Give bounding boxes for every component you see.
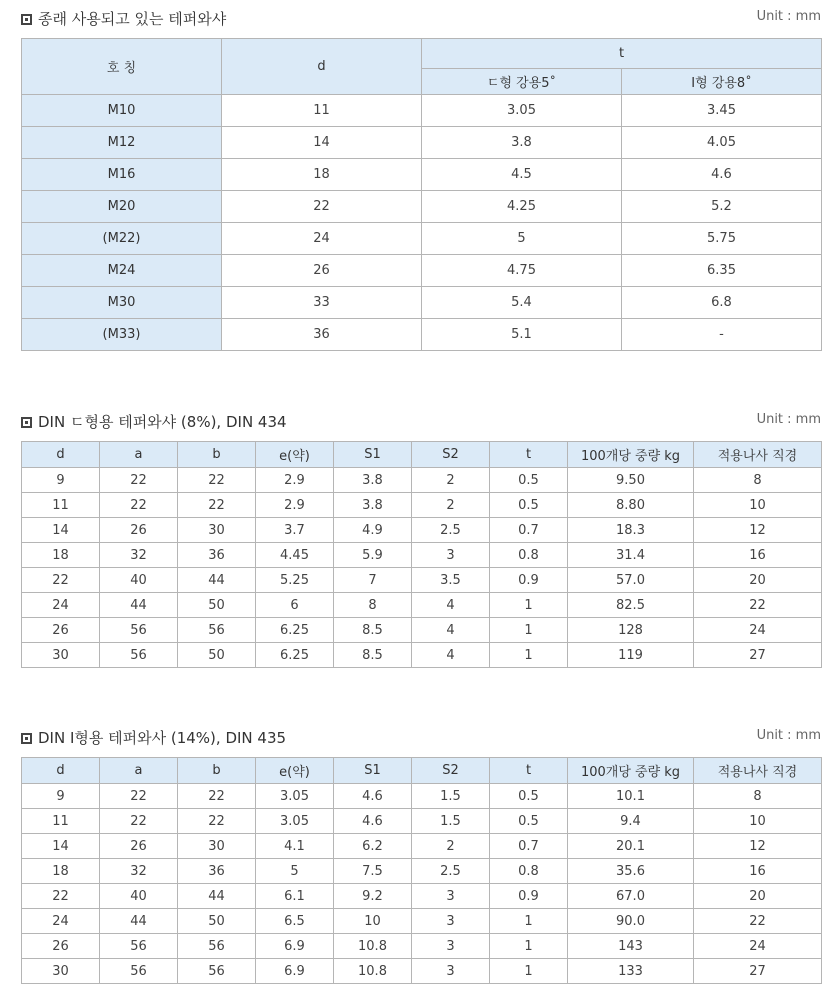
table-cell: 16 [694, 543, 822, 568]
table-row [22, 518, 822, 543]
table-cell: 22 [100, 468, 178, 493]
table-cell: 8 [334, 593, 412, 618]
table-cell: 5.25 [256, 568, 334, 593]
table-cell: 22 [178, 809, 256, 834]
table-cell: 44 [178, 884, 256, 909]
table-cell: 4 [412, 593, 490, 618]
table-cell: 26 [22, 618, 100, 643]
table-cell: 2.5 [412, 859, 490, 884]
table-cell: 0.9 [490, 568, 568, 593]
table-cell: 4.45 [256, 543, 334, 568]
table-cell: 5 [256, 859, 334, 884]
table-cell: 4.1 [256, 834, 334, 859]
table-row [22, 319, 822, 351]
table-row [22, 568, 822, 593]
table-cell: M30 [22, 287, 222, 319]
table-cell: 18 [22, 859, 100, 884]
section-din-434 [21, 411, 821, 668]
column-header: t [490, 442, 568, 468]
table-cell: 27 [694, 959, 822, 984]
table-cell: 14 [22, 518, 100, 543]
table-cell: 18 [22, 543, 100, 568]
table-cell: 6.8 [622, 287, 822, 319]
table-cell: 3.05 [422, 95, 622, 127]
header-d: d [222, 39, 422, 95]
table-cell: 0.7 [490, 518, 568, 543]
table-cell: 33 [222, 287, 422, 319]
table-cell: 56 [178, 618, 256, 643]
table-cell: 1 [490, 934, 568, 959]
header-row [22, 758, 822, 784]
unit-label: Unit : mm [756, 412, 821, 427]
table-cell: 36 [178, 859, 256, 884]
table-row [22, 784, 822, 809]
column-header: b [178, 758, 256, 784]
table-cell: 22 [100, 493, 178, 518]
table-cell: 2.5 [412, 518, 490, 543]
table-cell: 22 [694, 593, 822, 618]
table-cell: 36 [222, 319, 422, 351]
table-cell: 11 [22, 809, 100, 834]
table-cell: 9.4 [568, 809, 694, 834]
table-cell: 22 [178, 468, 256, 493]
table-cell: 5.9 [334, 543, 412, 568]
table-cell: 12 [694, 834, 822, 859]
table-cell: 133 [568, 959, 694, 984]
table-cell: 4 [412, 643, 490, 668]
table-cell: 9.2 [334, 884, 412, 909]
section-header [21, 8, 821, 28]
table-row [22, 809, 822, 834]
table-row [22, 127, 822, 159]
table-cell: 6.9 [256, 959, 334, 984]
table-cell: 10.8 [334, 959, 412, 984]
table-cell: 1 [490, 593, 568, 618]
table-cell: 3.8 [334, 468, 412, 493]
table-cell: 56 [100, 618, 178, 643]
table-cell: 9 [22, 468, 100, 493]
table-cell: 4.6 [622, 159, 822, 191]
table-cell: 22 [178, 784, 256, 809]
table-cell: 56 [100, 959, 178, 984]
table-cell: 24 [694, 618, 822, 643]
header-t-channel: ㄷ형 강용5˚ [422, 69, 622, 95]
table-cell: 27 [694, 643, 822, 668]
table-cell: 3 [412, 959, 490, 984]
table-row [22, 959, 822, 984]
table-cell: 24 [222, 223, 422, 255]
table-cell: 6.1 [256, 884, 334, 909]
table-row [22, 909, 822, 934]
table-cell: 6.5 [256, 909, 334, 934]
table-cell: 6.2 [334, 834, 412, 859]
table-cell: 3 [412, 909, 490, 934]
table-cell: 3.05 [256, 809, 334, 834]
table-row [22, 468, 822, 493]
table-cell: 24 [22, 909, 100, 934]
column-header: S1 [334, 758, 412, 784]
column-header: 100개당 중량 kg [568, 758, 694, 784]
table-cell: 6.35 [622, 255, 822, 287]
square-bullet-icon [21, 733, 32, 744]
table-cell: 0.5 [490, 468, 568, 493]
table-row [22, 543, 822, 568]
section-tapered-washer-conventional [21, 8, 821, 351]
table-cell: 3 [412, 934, 490, 959]
table-cell: M24 [22, 255, 222, 287]
table-cell: 128 [568, 618, 694, 643]
table-row [22, 618, 822, 643]
square-bullet-icon [21, 14, 32, 25]
table-cell: 31.4 [568, 543, 694, 568]
table-cell: M16 [22, 159, 222, 191]
section-title: DIN I형용 테퍼와사 (14%), DIN 435 [21, 727, 286, 748]
table-cell: 7.5 [334, 859, 412, 884]
table-cell: 3.45 [622, 95, 822, 127]
table-cell: (M22) [22, 223, 222, 255]
table-cell: 8.5 [334, 618, 412, 643]
table-row [22, 287, 822, 319]
table-row [22, 223, 822, 255]
table-cell: 20.1 [568, 834, 694, 859]
header-t-ibeam: I형 강용8˚ [622, 69, 822, 95]
spec-table [21, 757, 822, 984]
table-cell: 56 [178, 959, 256, 984]
table-cell: 4.9 [334, 518, 412, 543]
column-header: a [100, 442, 178, 468]
table-cell: 5.75 [622, 223, 822, 255]
table-cell: 30 [178, 834, 256, 859]
table-cell: 30 [178, 518, 256, 543]
table-cell: 57.0 [568, 568, 694, 593]
table-row [22, 159, 822, 191]
table-cell: 22 [222, 191, 422, 223]
spec-table [21, 441, 822, 668]
table-cell: 26 [100, 518, 178, 543]
column-header: 적용나사 직경 [694, 758, 822, 784]
table-cell: 2 [412, 468, 490, 493]
table-cell: 40 [100, 884, 178, 909]
table-cell: 22 [694, 909, 822, 934]
header-t: t [422, 39, 822, 69]
table-cell: 4.25 [422, 191, 622, 223]
table-cell: 5.1 [422, 319, 622, 351]
table-cell: 8.80 [568, 493, 694, 518]
table-body [22, 95, 822, 351]
table-body [22, 784, 822, 984]
table-cell: 6 [256, 593, 334, 618]
table-row [22, 191, 822, 223]
table-cell: 22 [100, 809, 178, 834]
table-cell: 0.9 [490, 884, 568, 909]
table-cell: 5.4 [422, 287, 622, 319]
table-cell: 4.75 [422, 255, 622, 287]
column-header: t [490, 758, 568, 784]
table-cell: M20 [22, 191, 222, 223]
column-header: S2 [412, 442, 490, 468]
table-cell: 50 [178, 593, 256, 618]
table-cell: 56 [178, 934, 256, 959]
table-cell: 1 [490, 643, 568, 668]
table-cell: 14 [222, 127, 422, 159]
table-cell: 10 [694, 493, 822, 518]
table-cell: 22 [100, 784, 178, 809]
table-cell: 90.0 [568, 909, 694, 934]
table-cell: 3.05 [256, 784, 334, 809]
table-cell: 2 [412, 834, 490, 859]
table-cell: 36 [178, 543, 256, 568]
table-cell: 3.8 [422, 127, 622, 159]
table-cell: (M33) [22, 319, 222, 351]
table-cell: 4.6 [334, 809, 412, 834]
section-title: 종래 사용되고 있는 테퍼와샤 [21, 8, 226, 29]
table-cell: 18 [222, 159, 422, 191]
table-cell: 3.7 [256, 518, 334, 543]
table-cell: 30 [22, 643, 100, 668]
table-cell: 8.5 [334, 643, 412, 668]
table-cell: 8 [694, 468, 822, 493]
table-cell: 6.9 [256, 934, 334, 959]
table-cell: 6.25 [256, 618, 334, 643]
table-cell: 3 [412, 543, 490, 568]
table-cell: 4 [412, 618, 490, 643]
column-header: S1 [334, 442, 412, 468]
table-row [22, 95, 822, 127]
table-cell: 9.50 [568, 468, 694, 493]
table-cell: 0.8 [490, 543, 568, 568]
table-cell: 40 [100, 568, 178, 593]
table-cell: 1 [490, 959, 568, 984]
table-cell: M12 [22, 127, 222, 159]
table-cell: 10 [694, 809, 822, 834]
table-body [22, 468, 822, 668]
table-cell: 32 [100, 543, 178, 568]
table-cell: 9 [22, 784, 100, 809]
table-cell: 56 [100, 643, 178, 668]
table-cell: 35.6 [568, 859, 694, 884]
table-cell: 2.9 [256, 493, 334, 518]
square-bullet-icon [21, 417, 32, 428]
table-cell: 56 [100, 934, 178, 959]
table-cell: 22 [22, 884, 100, 909]
column-header: e(약) [256, 758, 334, 784]
table-cell: 26 [22, 934, 100, 959]
table-cell: - [622, 319, 822, 351]
table-cell: 26 [100, 834, 178, 859]
table-cell: 14 [22, 834, 100, 859]
table-cell: 22 [22, 568, 100, 593]
column-header: b [178, 442, 256, 468]
table-cell: 4.05 [622, 127, 822, 159]
column-header: d [22, 442, 100, 468]
header-row [22, 442, 822, 468]
table-cell: 1 [490, 618, 568, 643]
table-cell: 24 [22, 593, 100, 618]
table-cell: 22 [178, 493, 256, 518]
table-cell: 4.6 [334, 784, 412, 809]
table-cell: M10 [22, 95, 222, 127]
table-cell: 2 [412, 493, 490, 518]
table-row [22, 493, 822, 518]
table-cell: 11 [222, 95, 422, 127]
table-cell: 11 [22, 493, 100, 518]
table-cell: 20 [694, 568, 822, 593]
table-cell: 119 [568, 643, 694, 668]
table-cell: 0.5 [490, 493, 568, 518]
table-cell: 30 [22, 959, 100, 984]
table-cell: 3.8 [334, 493, 412, 518]
table-cell: 4.5 [422, 159, 622, 191]
table-cell: 67.0 [568, 884, 694, 909]
table-row [22, 859, 822, 884]
spec-table [21, 38, 822, 351]
unit-label: Unit : mm [756, 9, 821, 24]
header-name: 호 칭 [22, 39, 222, 95]
table-cell: 0.7 [490, 834, 568, 859]
table-cell: 82.5 [568, 593, 694, 618]
column-header: 100개당 중량 kg [568, 442, 694, 468]
section-title: DIN ㄷ형용 테퍼와샤 (8%), DIN 434 [21, 411, 287, 432]
section-din-435 [21, 727, 821, 984]
table-cell: 10.1 [568, 784, 694, 809]
table-cell: 24 [694, 934, 822, 959]
table-cell: 5 [422, 223, 622, 255]
column-header: S2 [412, 758, 490, 784]
table-cell: 1 [490, 909, 568, 934]
table-row [22, 593, 822, 618]
table-cell: 3.5 [412, 568, 490, 593]
section-header [21, 727, 821, 747]
table-cell: 20 [694, 884, 822, 909]
table-row [22, 643, 822, 668]
table-cell: 32 [100, 859, 178, 884]
table-cell: 50 [178, 643, 256, 668]
table-cell: 1.5 [412, 784, 490, 809]
unit-label: Unit : mm [756, 728, 821, 743]
table-cell: 44 [100, 593, 178, 618]
table-cell: 143 [568, 934, 694, 959]
table-cell: 10.8 [334, 934, 412, 959]
table-cell: 12 [694, 518, 822, 543]
table-row [22, 934, 822, 959]
table-cell: 0.5 [490, 784, 568, 809]
section-header [21, 411, 821, 431]
table-cell: 18.3 [568, 518, 694, 543]
table-cell: 16 [694, 859, 822, 884]
table-cell: 10 [334, 909, 412, 934]
table-cell: 44 [178, 568, 256, 593]
column-header: 적용나사 직경 [694, 442, 822, 468]
table-cell: 50 [178, 909, 256, 934]
table-cell: 5.2 [622, 191, 822, 223]
table-row [22, 255, 822, 287]
column-header: d [22, 758, 100, 784]
table-cell: 0.5 [490, 809, 568, 834]
column-header: e(약) [256, 442, 334, 468]
table-cell: 8 [694, 784, 822, 809]
table-cell: 26 [222, 255, 422, 287]
table-cell: 6.25 [256, 643, 334, 668]
table-cell: 0.8 [490, 859, 568, 884]
table-row [22, 834, 822, 859]
table-row [22, 884, 822, 909]
column-header: a [100, 758, 178, 784]
table-cell: 2.9 [256, 468, 334, 493]
table-cell: 1.5 [412, 809, 490, 834]
table-cell: 7 [334, 568, 412, 593]
table-cell: 3 [412, 884, 490, 909]
table-cell: 44 [100, 909, 178, 934]
